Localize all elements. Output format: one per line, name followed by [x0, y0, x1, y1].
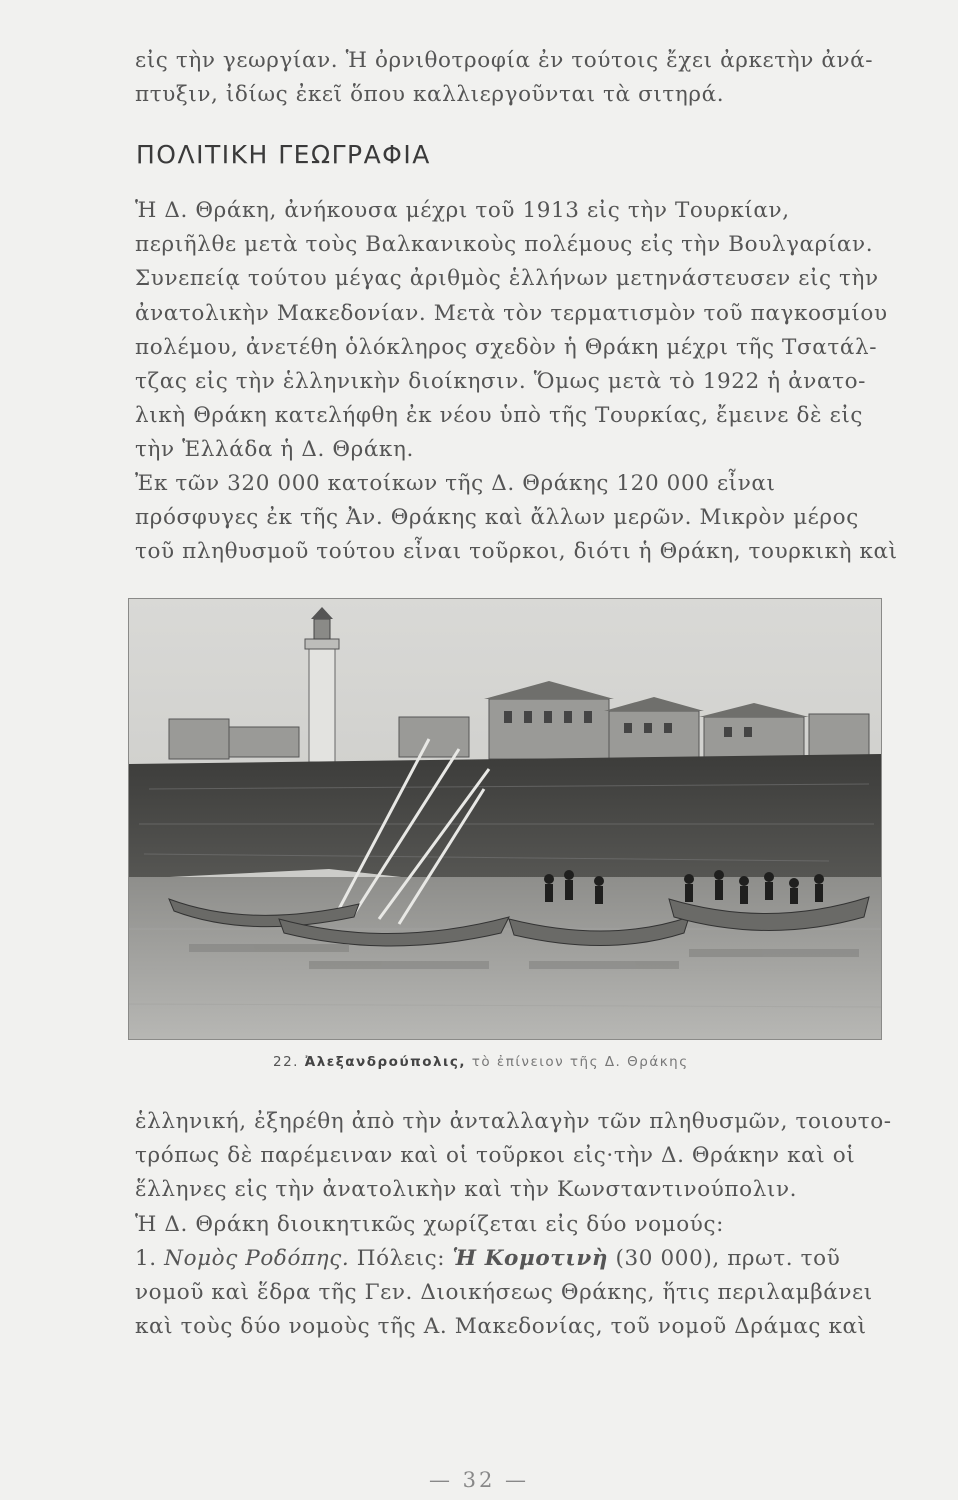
text-line: καὶ τοὺς δύο νομοὺς τῆς Α. Μακεδονίας, τοῦ νομοῦ Δράμας καὶ — [135, 1314, 867, 1340]
text-line: περιῆλθε μετὰ τοὺς Βαλκανικοὺς πολέμους εἰς τὴν Βουλγαρίαν. — [135, 232, 874, 258]
figure-description: τὸ ἐπίνειον τῆς Δ. Θράκης — [471, 1054, 689, 1070]
list-item-rhodope — [135, 1242, 877, 1345]
text-line: ἑλληνική, ἐξηρέθη ἀπὸ τὴν ἀνταλλαγὴν τῶν πληθυσμῶν, τοιουτο- — [135, 1109, 892, 1134]
text-line: εἰς τὴν γεωργίαν. Ἡ ὀρνιθοτροφία ἐν τούτοις ἔχει ἀρκετὴν ἀνά- — [135, 48, 874, 73]
text-line: τρόπως δὲ παρέμειναν καὶ οἱ τοῦρκοι εἰς·τὴν Δ. Θράκην καὶ οἱ — [135, 1143, 856, 1169]
text-line: τοῦ πληθυσμοῦ τούτου εἶναι τοῦρκοι, διότι ἡ Θράκη, τουρκικὴ καὶ — [135, 539, 898, 565]
figure-title: Ἀλεξανδρούπολις, — [304, 1054, 466, 1070]
text-line: πολέμου, ἀνετέθη ὁλόκληρος σχεδὸν ἡ Θράκη μέχρι τῆς Τσατάλ- — [135, 334, 878, 360]
text-line: Ἡ Δ. Θράκη διοικητικῶς χωρίζεται εἰς δύο νομούς: — [135, 1211, 724, 1237]
text-line: ἕλληνες εἰς τὴν ἀνατολικὴν καὶ τὴν Κωνσταντινούπολιν. — [135, 1177, 798, 1203]
page-number: — 32 — — [428, 1468, 530, 1492]
text-line: λικὴ Θράκη κατελήφθη ἐκ νέου ὑπὸ τῆς Τουρκίας, ἔμεινε δὲ εἰς — [135, 403, 863, 429]
text-line: ἀνατολικὴν Μακεδονίαν. Μετὰ τὸν τερματισμὸν τοῦ παγκοσμίου — [135, 300, 888, 326]
paragraph-political-history — [135, 194, 888, 468]
section-heading: ΠΟΛΙΤΙΚΗ ΓΕΩΓΡΑΦΙΑ — [136, 140, 431, 169]
list-number: 1. — [135, 1246, 157, 1271]
text-line: τὴν Ἑλλάδα ἡ Δ. Θράκη. — [135, 437, 414, 463]
text-line: νομοῦ καὶ ἕδρα τῆς Γεν. Διοικήσεως Θράκης, ἥτις περιλαμβάνει — [135, 1280, 873, 1306]
paragraph-population — [135, 467, 898, 570]
prefecture-name: Νομὸς Ροδόπης. — [164, 1246, 350, 1271]
city-name: Ἡ Κομοτινὴ — [452, 1246, 609, 1271]
top-paragraph — [135, 44, 877, 112]
figure-caption — [273, 1054, 689, 1070]
list-item-first-line — [135, 1242, 877, 1276]
text-line: Ἐκ τῶν 320 000 κατοίκων τῆς Δ. Θράκης 120 000 εἶναι — [135, 471, 776, 496]
text-line: Συνεπείᾳ τούτου μέγας ἀριθμὸς ἑλλήνων μετηνάστευσεν εἰς τὴν — [135, 266, 879, 292]
paragraph-exchange — [135, 1105, 892, 1242]
harbor-photo-image — [129, 599, 881, 1039]
text-line: τζας εἰς τὴν ἑλληνικὴν διοίκησιν. Ὅμως μετὰ τὸ 1922 ἡ ἀνατο- — [135, 369, 866, 395]
harbor-photograph — [128, 598, 882, 1040]
text-line: Ἡ Δ. Θράκη, ἀνήκουσα μέχρι τοῦ 1913 εἰς τὴν Τουρκίαν, — [135, 198, 790, 223]
cities-label: Πόλεις: — [356, 1246, 446, 1271]
text-line: πρόσφυγες ἐκ τῆς Ἀν. Θράκης καὶ ἄλλων μερῶν. Μικρὸν μέρος — [135, 505, 859, 531]
text-line: πτυξιν, ἰδίως ἐκεῖ ὅπου καλλιεργοῦνται τὰ σιτηρά. — [135, 82, 725, 108]
city-population: (30 000), πρωτ. τοῦ — [615, 1246, 841, 1271]
figure-number: 22. — [273, 1054, 299, 1070]
